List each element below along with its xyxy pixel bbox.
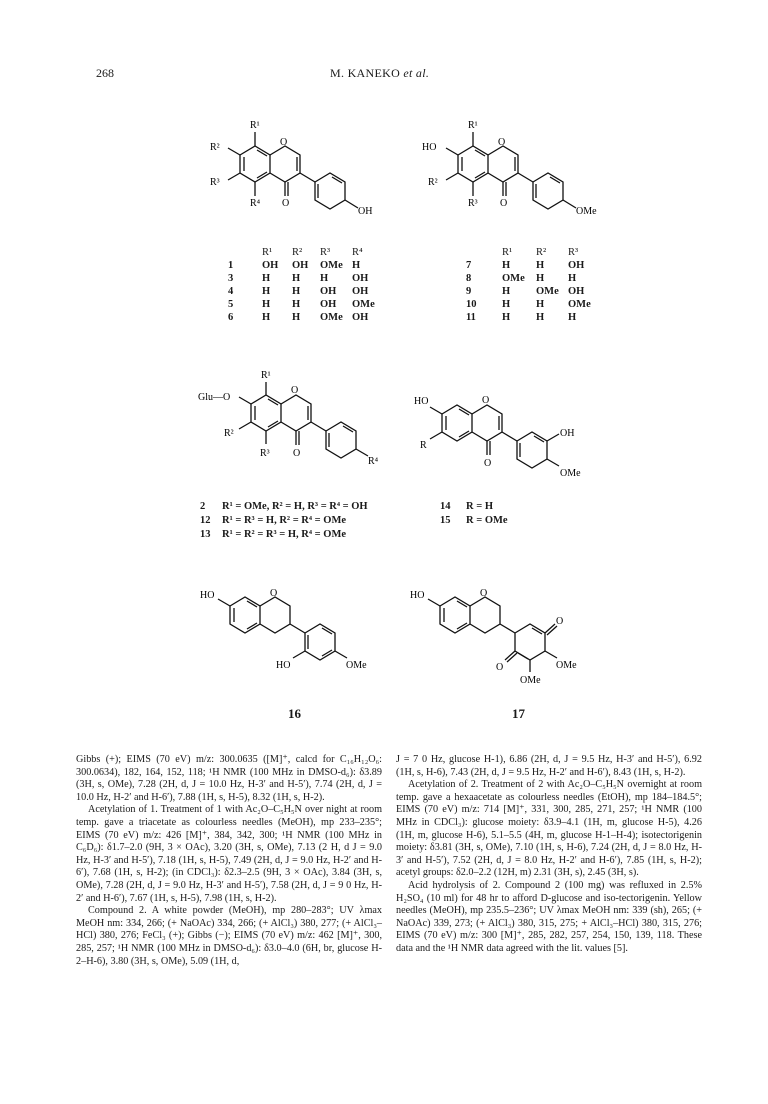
paragraph: Acetylation of 2. Treatment of 2 with Ac₂O–C₅H₅N overnight at room temp. gave a hexaacetate as colourless needles (EtOH), mp 184–184.5°; EIMS (70 eV) m/z: 714 [M]⁺, 331, 300, 285, 271, 257; ¹H NMR (100 MHz in CDCl₃): glucose moiety: δ3.9–4.1 (1H, m, glucose H-5), 4.26 (1H, m, glucose H-6), 5.1–5.5 (4H, m, glucose H-1–H-4); isotectorigenin moiety: δ3.81 (3H, s, OMe), 7.10 (1H, s, H-6), 7.24 (2H, d, J = 8.0 Hz, H-3′ and H-5′), 7.52 (2H, d, J = 8.0 Hz, H-2′ and H-6′), 7.85 (1H, s, H-2); acetyl groups: δ2.0–2.2 (12H, m) 2.31 (3H, s), 2.45 (3H, s).	[396, 779, 702, 879]
table-cell: H	[292, 273, 301, 284]
table-header-row	[228, 246, 380, 259]
table-row	[466, 311, 598, 324]
paragraph: Acid hydrolysis of 2. Compound 2 (100 mg) was refluxed in 2.5% H₂SO₄ (10 ml) for 48 hr to afford D-glucose and iso-tectorigenin. Yellow needles (MeOH), mp 235.5–236°; UV λmax MeOH nm: 339 (sh), 265; (+ NaOAc) 339, 273; (+ AlCl₃) 380, 315, 275; + AlCl₃–HCl) 380, 315, 276; EIMS (70 eV) m/z: 300 [M]⁺, 285, 282, 257, 254, 150, 139, 118. These data and the ¹H NMR data agreed with the lit. values [5].	[396, 879, 702, 954]
label-r2: R²	[428, 177, 438, 188]
table-cell: OH	[320, 286, 337, 297]
substituent-table-left	[228, 246, 380, 324]
compound-number: 1	[228, 260, 234, 271]
paragraph: Acetylation of 1. Treatment of 1 with Ac₂O–C₅H₅N over night at room temp. gave a triacetate as colourless needles (MeOH), mp 233–235°; EIMS (70 eV) m/z: 426 [M]⁺, 384, 342, 300; ¹H NMR (100 MHz in C₆D₆): δ1.7–2.0 (9H, 3 × OAc), 3.20 (3H, s, OMe), 7.13 (2 H, d J = 9.0 Hz, H-3′ and H-5′), 7.18 (1H, s, H-5), 7.49 (2H, d, J = 9.0 Hz, H-2′ and H-6′), 7.68 (1H, s, H-2); (in CDCl₃): δ2.3–2.5 (9H, 3 × OAc), 3.84 (3H, s, OMe), 7.28 (2H, d, J = 9.0 Hz, H-3′ and H-5′), 7.58 (2H, d, J = 9 0 Hz, H-2′ and H-6′), 7.67 (1H, s, H-5), 7.98 (1H, s, H-2).	[76, 804, 382, 904]
table-cell: OH	[320, 299, 337, 310]
label-ome: OMe	[576, 206, 597, 217]
table-cell: H	[536, 299, 545, 310]
table-row	[228, 272, 380, 285]
label-o-ring: O	[291, 385, 299, 396]
compound-number: 7	[466, 260, 472, 271]
label-oh: OH	[358, 206, 373, 217]
glucoside-definitions	[200, 500, 368, 542]
table-cell: H	[262, 299, 271, 310]
table-cell: OH	[568, 260, 585, 271]
label-ome-bottom: OMe	[520, 675, 541, 686]
label-r1: R¹	[250, 120, 260, 131]
structure-16	[196, 584, 386, 689]
table-header-row	[466, 246, 598, 259]
definition-row	[200, 500, 368, 514]
label-o-ring: O	[480, 588, 488, 599]
table-cell: H	[536, 273, 545, 284]
table-cell: H	[292, 312, 301, 323]
structure-17	[410, 584, 610, 699]
label-ho: HO	[414, 396, 429, 407]
table-cell: OH	[292, 260, 309, 271]
label-r1: R¹	[261, 370, 271, 381]
table-row	[466, 298, 598, 311]
paragraph: Gibbs (+); EIMS (70 eV) m/z: 300.0635 ([M]⁺, calcd for C₁₆H₁₂O₆: 300.0634), 182, 164, 152, 118; ¹H NMR (100 MHz in DMSO-d₆): δ3.89 (3H, s, OMe), 7.28 (2H, d, J = 10.0 Hz, H-3′ and H-5′), 7.74 (2H, d, J = 10.0 Hz, H-2′ and H-6′), 7.88 (1H, s, H-5), 8.32 (1H, s, H-2).	[76, 754, 382, 803]
definition-text: R = OMe	[466, 515, 508, 526]
label-ome: OMe	[560, 468, 581, 479]
definition-row	[200, 528, 368, 542]
table-row	[228, 259, 380, 272]
table-row	[466, 259, 598, 272]
running-head-etal: et al.	[403, 66, 430, 80]
substituent-table-right	[466, 246, 598, 324]
isoflavone-definitions	[440, 500, 508, 528]
table-cell: H	[320, 273, 329, 284]
compound-number: 8	[466, 273, 472, 284]
definition-text: R = H	[466, 501, 493, 512]
definition-text: R¹ = R³ = H, R² = R⁴ = OMe	[222, 515, 347, 526]
table-cell: H	[502, 260, 511, 271]
table-row	[228, 285, 380, 298]
structure-glucoside	[196, 364, 416, 494]
label-r1: R¹	[468, 120, 478, 131]
table-header-cell	[466, 246, 502, 259]
table-header-cell	[228, 246, 262, 259]
compound-number: 13	[200, 529, 211, 540]
table-cell: OMe	[568, 299, 591, 310]
table-cell: H	[502, 286, 511, 297]
table-cell: H	[536, 312, 545, 323]
label-o-keto: O	[293, 448, 301, 459]
table-header-cell: R³	[320, 247, 331, 258]
table-cell: H	[262, 286, 271, 297]
structure-isoflavone-a	[200, 100, 400, 230]
compound-number: 9	[466, 286, 472, 297]
label-glu-o: Glu—O	[198, 392, 231, 403]
compound-number: 12	[200, 515, 211, 526]
structure-isoflavone-b	[418, 100, 618, 230]
label-o-quinone-bottom: O	[496, 662, 504, 673]
table-cell: OH	[262, 260, 279, 271]
label-o-ring: O	[482, 395, 490, 406]
table-row	[228, 311, 380, 324]
table-cell: H	[352, 260, 361, 271]
table-cell: OMe	[352, 299, 375, 310]
table-cell: H	[262, 312, 271, 323]
page-number: 268	[96, 66, 114, 80]
label-r: R	[420, 440, 427, 451]
table-cell: OMe	[536, 286, 559, 297]
table-header-cell: R²	[292, 247, 303, 258]
table-cell: OMe	[320, 260, 343, 271]
label-o-ring: O	[270, 588, 278, 599]
running-head	[330, 66, 429, 81]
label-o-ring: O	[498, 137, 506, 148]
table-cell: H	[568, 273, 577, 284]
table-cell: H	[536, 260, 545, 271]
label-r2: R²	[224, 428, 234, 439]
body-right-column	[396, 754, 702, 956]
table-cell: H	[292, 286, 301, 297]
label-r3: R³	[468, 198, 478, 209]
compound-label-17: 17	[512, 706, 525, 721]
label-r4: R⁴	[368, 456, 379, 467]
paragraph: J = 7 0 Hz, glucose H-1), 6.86 (2H, d, J = 9.5 Hz, H-3′ and H-5′), 6.92 (1H, s, H-6), 7.43 (2H, d, J = 9.5 Hz, H-2′ and H-6′), 8.43 (1H, s, H-2).	[396, 754, 702, 778]
compound-number: 5	[228, 299, 234, 310]
table-cell: H	[502, 299, 511, 310]
table-header-cell: R¹	[262, 247, 273, 258]
label-o-keto: O	[484, 458, 492, 469]
compound-label-16: 16	[288, 706, 301, 721]
definition-text: R¹ = R² = R³ = H, R⁴ = OMe	[222, 529, 347, 540]
definition-text: R¹ = OMe, R² = H, R³ = R⁴ = OH	[222, 501, 368, 512]
compound-number: 3	[228, 273, 234, 284]
table-header-cell: R²	[536, 247, 547, 258]
table-row	[466, 285, 598, 298]
definition-row	[440, 500, 508, 514]
label-ho-top: HO	[200, 590, 215, 601]
table-cell: OH	[352, 273, 369, 284]
table-cell: OH	[568, 286, 585, 297]
table-header-cell: R⁴	[352, 247, 363, 258]
table-cell: H	[568, 312, 577, 323]
table-header-cell: R¹	[502, 247, 513, 258]
table-cell: OMe	[502, 273, 525, 284]
label-ome-right: OMe	[556, 660, 577, 671]
table-cell: OH	[352, 312, 369, 323]
label-ome: OMe	[346, 660, 367, 671]
table-header-cell: R³	[568, 247, 579, 258]
table-cell: H	[502, 312, 511, 323]
compound-number: 14	[440, 501, 451, 512]
table-cell: OH	[352, 286, 369, 297]
label-o-keto: O	[500, 198, 508, 209]
label-r3: R³	[260, 448, 270, 459]
table-cell: H	[262, 273, 271, 284]
label-oh: OH	[560, 428, 575, 439]
compound-number: 15	[440, 515, 451, 526]
table-row	[466, 272, 598, 285]
label-r2: R²	[210, 142, 220, 153]
definition-row	[200, 514, 368, 528]
compound-number: 10	[466, 299, 477, 310]
definition-row	[440, 514, 508, 528]
table-row	[228, 298, 380, 311]
label-o-quinone-top: O	[556, 616, 564, 627]
compound-number: 4	[228, 286, 234, 297]
compound-number: 6	[228, 312, 234, 323]
label-r3: R³	[210, 177, 220, 188]
body-left-column	[76, 754, 382, 968]
label-r4: R⁴	[250, 198, 261, 209]
table-cell: H	[292, 299, 301, 310]
paragraph: Compound 2. A white powder (MeOH), mp 280–283°; UV λmax MeOH nm: 334, 266; (+ NaOAc) 334, 266; (+ AlCl₃) 380, 277; (+ AlCl₃–HCl) 380, 276; FeCl₃ (+); Gibbs (−); EIMS (70 eV) m/z: 462 [M]⁺, 300, 285, 257; ¹H NMR (100 MHz in DMSO-d₆): δ3.0–4.0 (6H, br, glucose H-2–H-6), 3.80 (3H, s, OMe), 5.09 (1H, d,	[76, 905, 382, 967]
label-ho-bottom: HO	[276, 660, 291, 671]
table-cell: OMe	[320, 312, 343, 323]
label-o-keto: O	[282, 198, 290, 209]
compound-number: 11	[466, 312, 476, 323]
structure-isoflavone-d	[414, 384, 614, 494]
running-head-authors: M. KANEKO	[330, 66, 401, 80]
label-ho: HO	[410, 590, 425, 601]
label-o-ring: O	[280, 137, 288, 148]
label-ho: HO	[422, 142, 437, 153]
compound-number: 2	[200, 501, 206, 512]
